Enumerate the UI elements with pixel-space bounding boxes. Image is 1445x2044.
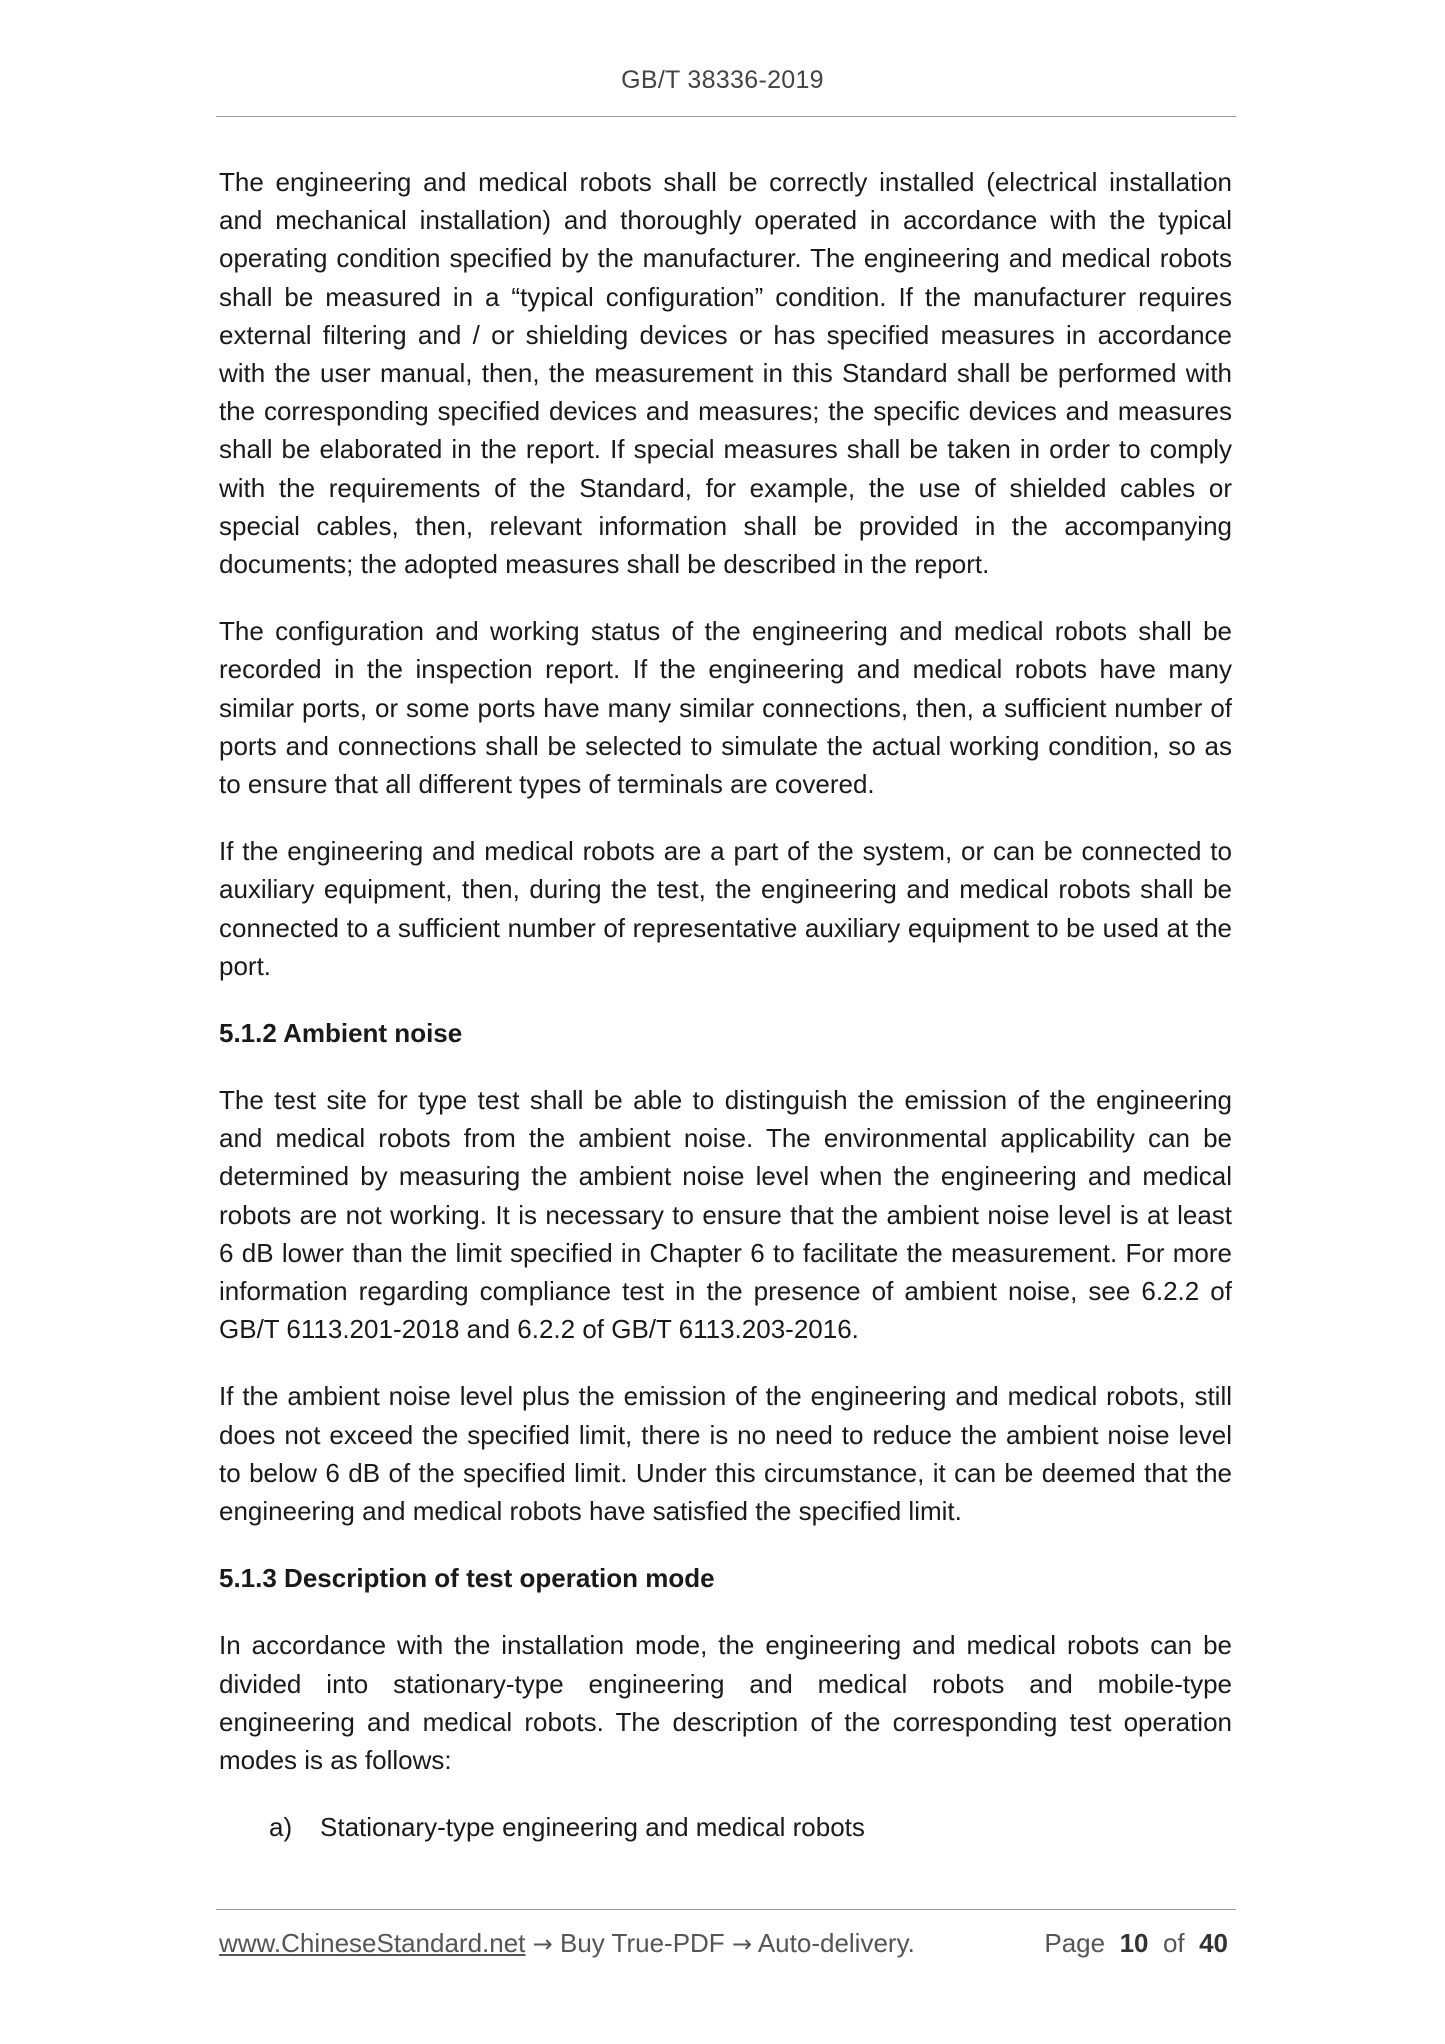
auto-delivery-text: Auto-delivery. xyxy=(757,1928,915,1958)
body-paragraph: The configuration and working status of the engineering and medical robots shall be recorded in the inspection report. If the engineering and medical robots have many similar ports, or some ports have many similar connections, then, a sufficient number of ports and connections shall be selected to simulate the actual working condition, so as to ensure that all different types of terminals are covered. xyxy=(219,616,1232,800)
of-label: of xyxy=(1162,1928,1185,1958)
header-divider xyxy=(216,116,1236,117)
footer-divider xyxy=(216,1909,1236,1910)
chinesestandard-link[interactable]: www.ChineseStandard.net xyxy=(219,1928,526,1958)
page-number xyxy=(1044,1928,1228,1959)
section-heading-test-operation-mode: 5.1.3 Description of test operation mode xyxy=(219,1563,715,1594)
body-paragraph: In accordance with the installation mode, the engineering and medical robots can be divided into stationary-type engineering and medical robots and mobile-type engineering and medical robots. The description of the corresponding test operation modes is as follows: xyxy=(219,1630,1232,1775)
list-item-text: Stationary-type engineering and medical robots xyxy=(320,1812,865,1843)
buy-true-pdf-text: Buy True-PDF xyxy=(559,1928,725,1958)
page-label: Page xyxy=(1044,1928,1106,1958)
total-page-count: 40 xyxy=(1199,1928,1228,1958)
footer-promo xyxy=(219,1928,915,1959)
arrow-right-icon: → xyxy=(532,1930,553,1958)
body-paragraph: The engineering and medical robots shall be correctly installed (electrical installation and mechanical installation) and thoroughly operated in accordance with the typical operating condition specified by the manufacturer. The engineering and medical robots shall be measured in a “typical configuration” condition. If the manufacturer requires external filtering and / or shielding devices or has specified measures in accordance with the user manual, then, the measurement in this Standard shall be performed with the corresponding specified devices and measures; the specific devices and measures shall be elaborated in the report. If special measures shall be taken in order to comply with the requirements of the Standard, for example, the use of shielded cables or special cables, then, relevant information shall be provided in the accompanying documents; the adopted measures shall be described in the report. xyxy=(219,167,1232,580)
body-paragraph: If the engineering and medical robots are a part of the system, or can be connected to auxiliary equipment, then, during the test, the engineering and medical robots shall be connected to a sufficient number of representative auxiliary equipment to be used at the port. xyxy=(219,836,1232,981)
body-paragraph: The test site for type test shall be able to distinguish the emission of the engineering and medical robots from the ambient noise. The environmental applicability can be determined by measuring the ambient noise level when the engineering and medical robots are not working. It is necessary to ensure that the ambient noise level is at least 6 dB lower than the limit specified in Chapter 6 to facilitate the measurement. For more information regarding compliance test in the presence of ambient noise, see 6.2.2 of GB/T 6113.201-2018 and 6.2.2 of GB/T 6113.203-2016. xyxy=(219,1085,1232,1345)
current-page-number: 10 xyxy=(1119,1928,1149,1958)
list-item xyxy=(219,1808,1232,1846)
body-paragraph: If the ambient noise level plus the emission of the engineering and medical robots, still does not exceed the specified limit, there is no need to reduce the ambient noise level to below 6 dB of the specified limit. Under this circumstance, it can be deemed that the engineering and medical robots have satisfied the specified limit. xyxy=(219,1381,1232,1527)
document-header-title: GB/T 38336-2019 xyxy=(621,66,824,94)
document-body xyxy=(219,163,1232,1846)
list-marker: a) xyxy=(269,1812,293,1843)
arrow-right-icon: → xyxy=(731,1930,753,1958)
section-heading-ambient-noise: 5.1.2 Ambient noise xyxy=(219,1018,463,1049)
page-footer xyxy=(219,1928,1232,1964)
